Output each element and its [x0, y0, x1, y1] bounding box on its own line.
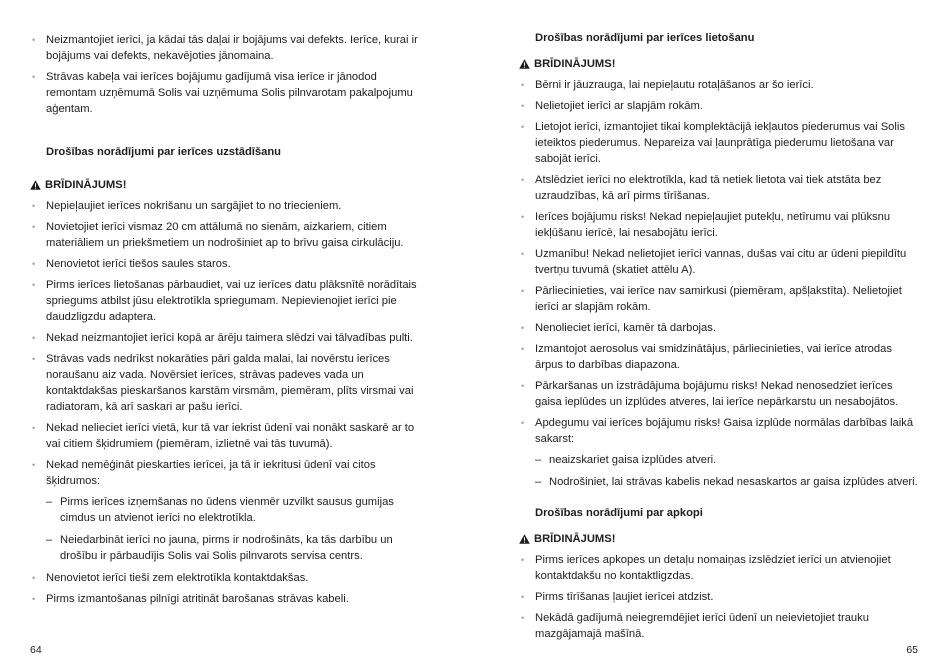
list-item: • Nekad neizmantojiet ierīci kopā ar ārēju taimera slēdzi vai tālvadības pulti.: [30, 330, 430, 346]
usage-bullet-list: [519, 77, 919, 447]
list-item: • Ierīces bojājumu risks! Nekad nepieļaujiet putekļu, netīrumu vai plūksnu iekļūšanu ierīcē, lai nesabojātu ierīci.: [519, 209, 919, 241]
list-item: • Strāvas kabeļa vai ierīces bojājumu gadījumā visa ierīce ir jānodod remontam uzņēmumā Solis vai uzņēmuma Solis pilnvarotam pakalpojumu aģentam.: [30, 69, 430, 117]
list-item: • Nenovietot ierīci tiešos saules staros.: [30, 256, 430, 272]
list-item: • Pārliecinieties, vai ierīce nav samirkusi (piemēram, apšļakstīta). Nelietojiet ierīci ar slapjām rokām.: [519, 283, 919, 315]
final-bullet-list: [30, 570, 430, 607]
warning-text: BRĪDINĀJUMS!: [45, 179, 127, 191]
installation-bullet-list: [30, 198, 430, 489]
list-item: • Nelietojiet ierīci ar slapjām rokām.: [519, 98, 919, 114]
warning-label: [519, 56, 919, 72]
list-item: • Nekādā gadījumā neiegremdējiet ierīci ūdenī un neievietojiet trauku mazgājamajā mašīnā.: [519, 610, 919, 642]
list-item: • Nepieļaujiet ierīces nokrišanu un sargājiet to no triecieniem.: [30, 198, 430, 214]
right-page: [475, 0, 950, 660]
list-item: • Pirms ierīces apkopes un detaļu nomaiņas izslēdziet ierīci un atvienojiet kontaktdakšu no kontaktligzdas.: [519, 552, 919, 584]
warning-label: [30, 177, 430, 193]
list-item: • Nekad nemēģināt pieskarties ierīcei, ja tā ir iekritusi ūdenī vai citos šķidrumos:: [30, 457, 430, 489]
list-item: • Nenolieciet ierīci, kamēr tā darbojas.: [519, 320, 919, 336]
warning-triangle-icon: [519, 59, 530, 69]
list-item: • Nenovietot ierīci tieši zem elektrotīkla kontaktdakšas.: [30, 570, 430, 586]
right-column: [519, 30, 919, 647]
sub-bullet-list: [519, 452, 919, 490]
list-item: • Pirms ierīces lietošanas pārbaudiet, vai uz ierīces datu plāksnītē norādītais spriegums atbilst jūsu elektrotīkla spriegumam. Nepievienojiet ierīci pie daudzligzdu adaptera.: [30, 277, 430, 325]
section-heading-maintenance: Drošības norādījumi par apkopi: [535, 507, 703, 519]
sub-bullet-list: [30, 494, 430, 564]
list-item: • Nekad nelieciet ierīci vietā, kur tā var iekrist ūdenī vai nonākt saskarē ar to vai citiem šķidrumiem (piemēram, izlietnē vai tās tuvumā).: [30, 420, 430, 452]
section-heading-usage: Drošības norādījumi par ierīces lietošanu: [535, 32, 755, 44]
list-item: • Pārkaršanas un izstrādājuma bojājumu risks! Nekad nenosedziet ierīces gaisa ieplūdes un izplūdes atveres, lai ierīce nepārkarstu un nesabojātos.: [519, 378, 919, 410]
warning-text: BRĪDINĀJUMS!: [534, 533, 616, 545]
list-item: • Pirms tīrīšanas ļaujiet ierīcei atdzist.: [519, 589, 919, 605]
list-item: • Izmantojot aerosolus vai smidzinātājus, pārliecinieties, vai ierīce atrodas ārpus to darbības diapazona.: [519, 341, 919, 373]
list-item: • Apdegumu vai ierīces bojājumu risks! Gaisa izplūde normālas darbības laikā sakarst:: [519, 415, 919, 447]
warning-triangle-icon: [519, 534, 530, 544]
list-item: • Lietojot ierīci, izmantojiet tikai komplektācijā iekļautos piederumus vai Solis ieteiktos piederumus. Nepareiza vai ļaunprātīga piederumu lietošana var sabojāt ierīci.: [519, 119, 919, 167]
page-number: 64: [30, 644, 42, 656]
sub-list-item: – Nodrošiniet, lai strāvas kabelis nekad nesaskartos ar gaisa izplūdes atveri.: [519, 474, 919, 490]
list-item: • Novietojiet ierīci vismaz 20 cm attālumā no sienām, aizkariem, citiem materiāliem un priekšmetiem un nodrošiniet ap to brīvu gaisa cirkulāciju.: [30, 219, 430, 251]
list-item: • Strāvas vads nedrīkst nokarāties pāri galda malai, lai novērstu ierīces noraušanu aiz vada. Novērsiet ierīces, strāvas padeves vada un kontaktdakšas pieskaršanos karstām virsmām, piemēram, plīts virsmai vai radiatoram, kā arī saskari ar pašu ierīci.: [30, 351, 430, 415]
section-heading-installation: Drošības norādījumi par ierīces uzstādīšanu: [46, 146, 282, 158]
maintenance-bullet-list: [519, 552, 919, 642]
sub-list-item: – Pirms ierīces izņemšanas no ūdens vienmēr uzvilkt sausus gumijas cimdus un atvienot ierīci no elektrotīkla.: [30, 494, 430, 526]
sub-list-item: – Neiedarbināt ierīci no jauna, pirms ir nodrošināts, ka tās darbību un drošību ir pārbaudījis Solis vai Solis pilnvarots servisa centrs.: [30, 532, 430, 564]
list-item: • Neizmantojiet ierīci, ja kādai tās daļai ir bojājums vai defekts. Ierīce, kurai ir bojājums vai defekts, nekavējoties jānomaina.: [30, 32, 430, 64]
list-item: • Atslēdziet ierīci no elektrotīkla, kad tā netiek lietota vai tiek atstāta bez uzraudzības, kā arī pirms tīrīšanas.: [519, 172, 919, 204]
warning-triangle-icon: [30, 180, 41, 190]
warning-text: BRĪDINĀJUMS!: [534, 58, 616, 70]
list-item: • Pirms izmantošanas pilnīgi atritināt barošanas strāvas kabeli.: [30, 591, 430, 607]
list-item: • Bērni ir jāuzrauga, lai nepieļautu rotaļāšanos ar šo ierīci.: [519, 77, 919, 93]
warning-label: [519, 531, 919, 547]
list-item: • Uzmanību! Nekad nelietojiet ierīci vannas, dušas vai citu ar ūdeni piepildītu tvertņu tuvumā (skatiet attēlu A).: [519, 246, 919, 278]
sub-list-item: – neaizskariet gaisa izplūdes atveri.: [519, 452, 919, 468]
page-number: 65: [906, 644, 918, 656]
left-column: [30, 32, 430, 612]
intro-bullet-list: [30, 32, 430, 117]
